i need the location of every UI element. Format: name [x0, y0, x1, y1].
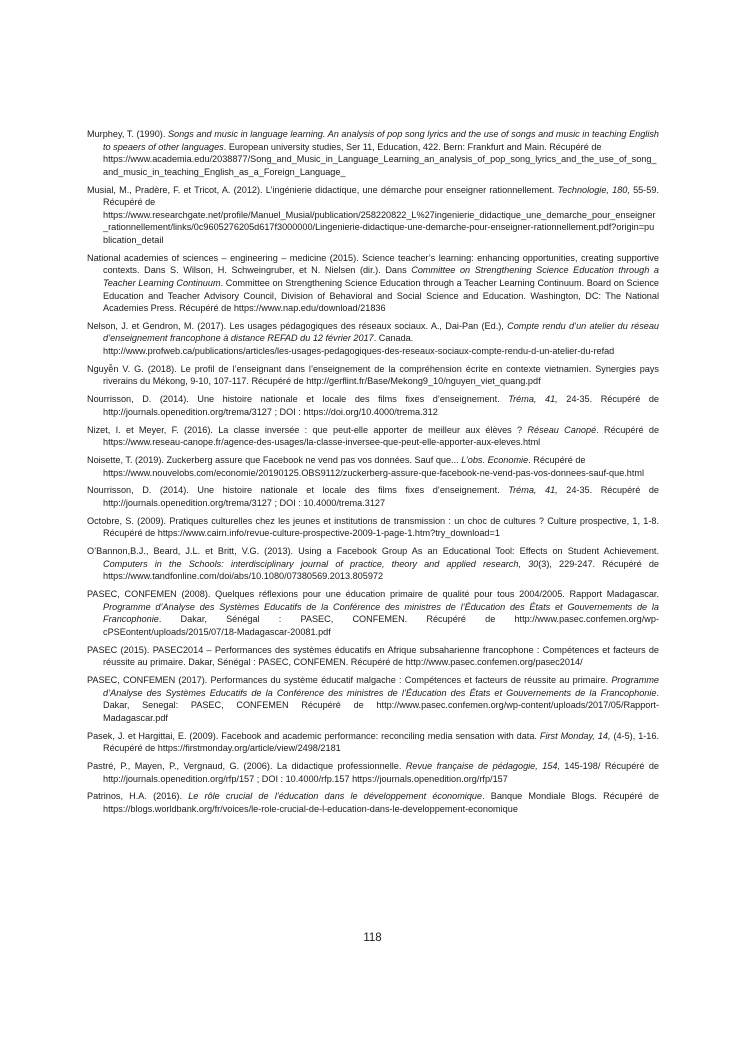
reference-list [87, 128, 659, 821]
reference-item: Noisette, T. (2019). Zuckerberg assure que Facebook ne vend pas vos données. Sauf que... L’obs. Economie. Récupéré de https://www.nouvelobs.com/economie/20190125.OBS9112/zuckerberg-assure-que-facebook-ne-vend-pas-vos-donnees-sauf-que.html [87, 454, 645, 478]
reference-item: Patrinos, H.A. (2016). Le rôle crucial de l’éducation dans le développement économique. Banque Mondiale Blogs. Récupéré de https://blogs.worldbank.org/fr/voices/le-role-crucial-de-l-education-dans-le-developpement-economique [87, 791, 660, 814]
reference-item: Octobre, S. (2009). Pratiques culturelles chez les jeunes et institutions de transmission : un choc de cultures ? Culture prospective, 1, 1-8. Récupéré de https://www.cairn.info/revue-culture-prospective-2009-1-page-1.htm?try_download=1 [87, 515, 659, 539]
reference-item: Nourrisson, D. (2014). Une histoire nationale et locale des films fixes d’enseignement. Tréma, 41, 24-35. Récupéré de http://journals.openedition.org/trema/3127 ; DOI : 10.4000/trema.3127 [87, 485, 659, 508]
reference-url[interactable]: https://www.nouvelobs.com/economie/20190125.OBS9112/zuckerberg-assure-que-facebook-ne-vend-pas-vos-donnees-sauf-que.html [103, 467, 645, 478]
reference-item: Musial, M., Pradère, F. et Tricot, A. (2012). L’ingénierie didactique, une démarche pour enseigner rationnellement. Technologie, 180, 55-59. Récupéré de https://www.researchgate.net/profile/Manuel_Musial/publication/258220822_L%27ingenierie_didactique_une_demarche_pour_enseigner_rationnellement/links/0c9605276205d617f3000000/Lingenierie-didactique-une-demarche-pour-enseigner-rationnellement.pdf?origin=publication_detail [87, 184, 659, 245]
reference-item: Nguyễn V. G. (2018). Le profil de l’enseignant dans l’enseignement de la compréhension écrite en contexte vietnamien. Synergies pays riverains du Mékong, 9-10, 107-117. Récupéré de http://gerflint.fr/Base/Mekong9_10/nguyen_viet_quang.pdf [87, 363, 659, 387]
page-number: 118 [363, 932, 382, 944]
reference-item: Nizet, I. et Meyer, F. (2016). La classe inversée : que peut-elle apporter de meilleur aux élèves ? Réseau Canopé. Récupéré de https://www.reseau-canope.fr/agence-des-usages/la-classe-inversee-que-peut-elle-apporter-aux-eleves.html [87, 424, 660, 448]
reference-item: National academies of sciences – engineering – medicine (2015). Science teacher’s learning: enhancing opportunities, creating supportive contexts. Dans S. Wilson, H. Schweingruber, et N. Nielsen (dir.). Dans Committee on Strengthening Science Education through a Teacher Learning Continuum. Committee on Strengthening Science Education through a Teacher Learning Continuum. Board on Science Education and Teacher Advisory Council, Division of Behavioral and Social Science and Education. Washington, DC: The National Academies Press. Récupéré de https://www.nap.edu/download/21836 [87, 252, 659, 314]
reference-item: PASEC (2015). PASEC2014 – Performances des systèmes éducatifs en Afrique subsaharienne francophone : Compétences et facteurs de réussite au primaire. Dakar, Sénégal : PASEC, CONFEMEN. Récupéré de http://www.pasec.confemen.org/pasec2014/ [87, 644, 659, 668]
reference-url[interactable]: https://www.academia.edu/2038877/Song_and_Music_in_Language_Learning_an_analysis_of_pop_song_lyrics_and_the_use_of_song_and_music_in_teaching_English_as_a_Foreign_Language_ [103, 154, 657, 177]
reference-item: Pastré, P., Mayen, P., Vergnaud, G. (2006). La didactique professionnelle. Revue française de pédagogie, 154, 145-198/ Récupéré de http://journals.openedition.org/rfp/157 ; DOI : 10.4000/rfp.157 https://journals.openedition.org/rfp/157 [87, 760, 659, 784]
reference-item: O’Bannon,B.J., Beard, J.L. et Britt, V.G. (2013). Using a Facebook Group As an Educational Tool: Effects on Student Achievement. Computers in the Schools: interdisciplinary journal of practice, theory and applied research, 30(3), 229-247. Récupéré de https://www.tandfonline.com/doi/abs/10.1080/07380569.2013.805972 [87, 546, 659, 582]
reference-item: Nelson, J. et Gendron, M. (2017). Les usages pédagogiques des réseaux sociaux. A., Dai-Pan (Ed.), Compte rendu d’un atelier du réseau d’enseignement francophone à distance REFAD du 12 février 2017. Canada. http://www.profweb.ca/publications/articles/les-usages-pedagogiques-des-reseaux-sociaux-compte-rendu-d-un-atelier-du-refad [87, 320, 659, 357]
reference-url[interactable]: http://www.profweb.ca/publications/articles/les-usages-pedagogiques-des-reseaux-sociaux-compte-rendu-d-un-atelier-du-refad [103, 346, 615, 357]
reference-item: Murphey, T. (1990). Songs and music in language learning. An analysis of pop song lyrics and the use of songs and music in teaching English to speaers of other languages. European university studies, Ser 11, Education, 422. Bern: Frankfurt and Main. Récupéré de https://www.academia.edu/2038877/Song_and_Music_in_Language_Learning_an_analysis_of_pop_song_lyrics_and_the_use_of_song_and_music_in_teaching_English_as_a_Foreign_Language_ [87, 129, 659, 177]
reference-url[interactable]: https://www.researchgate.net/profile/Manuel_Musial/publication/258220822_L%27ingenierie_didactique_une_demarche_pour_enseigner_rationnellement/links/0c9605276205d617f3000000/Lingenierie-didactique-une-demarche-pour-enseigner-rationnellement.pdf?origin=publication_detail [103, 209, 656, 245]
reference-item: Nourrisson, D. (2014). Une histoire nationale et locale des films fixes d’enseignement. Tréma, 41, 24-35. Récupéré de http://journals.openedition.org/trema/3127 ; DOI : https://doi.org/10.4000/trema.312 [87, 394, 659, 417]
reference-item: PASEC, CONFEMEN (2008). Quelques réflexions pour une éducation primaire de qualité pour tous 2004/2005. Rapport Madagascar. Programme d’Analyse des Systèmes Educatifs de la Conférence des ministres de l’Éducation des États et Gouvernements de la Francophonie. Dakar, Sénégal : PASEC, CONFEMEN. Récupéré de http://www.pasec.confemen.org/wp-cPSEontent/uploads/2015/07/18-Madagascar-20081.pdf [87, 589, 659, 637]
reference-item: PASEC, CONFEMEN (2017). Performances du système éducatif malgache : Compétences et facteurs de réussite au primaire. Programme d’Analyse des Systèmes Educatifs de la Conférence des ministres de l’Éducation des États et Gouvernements de la Francophonie. Dakar, Senegal: PASEC, CONFEMEN Récupéré de http://www.pasec.confemen.org/wp-content/uploads/2017/05/Rapport-Madagascar.pdf [87, 675, 659, 723]
reference-item: Pasek, J. et Hargittai, E. (2009). Facebook and academic performance: reconciling media sensation with data. First Monday, 14, (4-5), 1-16. Récupéré de https://firstmonday.org/article/view/2498/2181 [87, 730, 659, 754]
